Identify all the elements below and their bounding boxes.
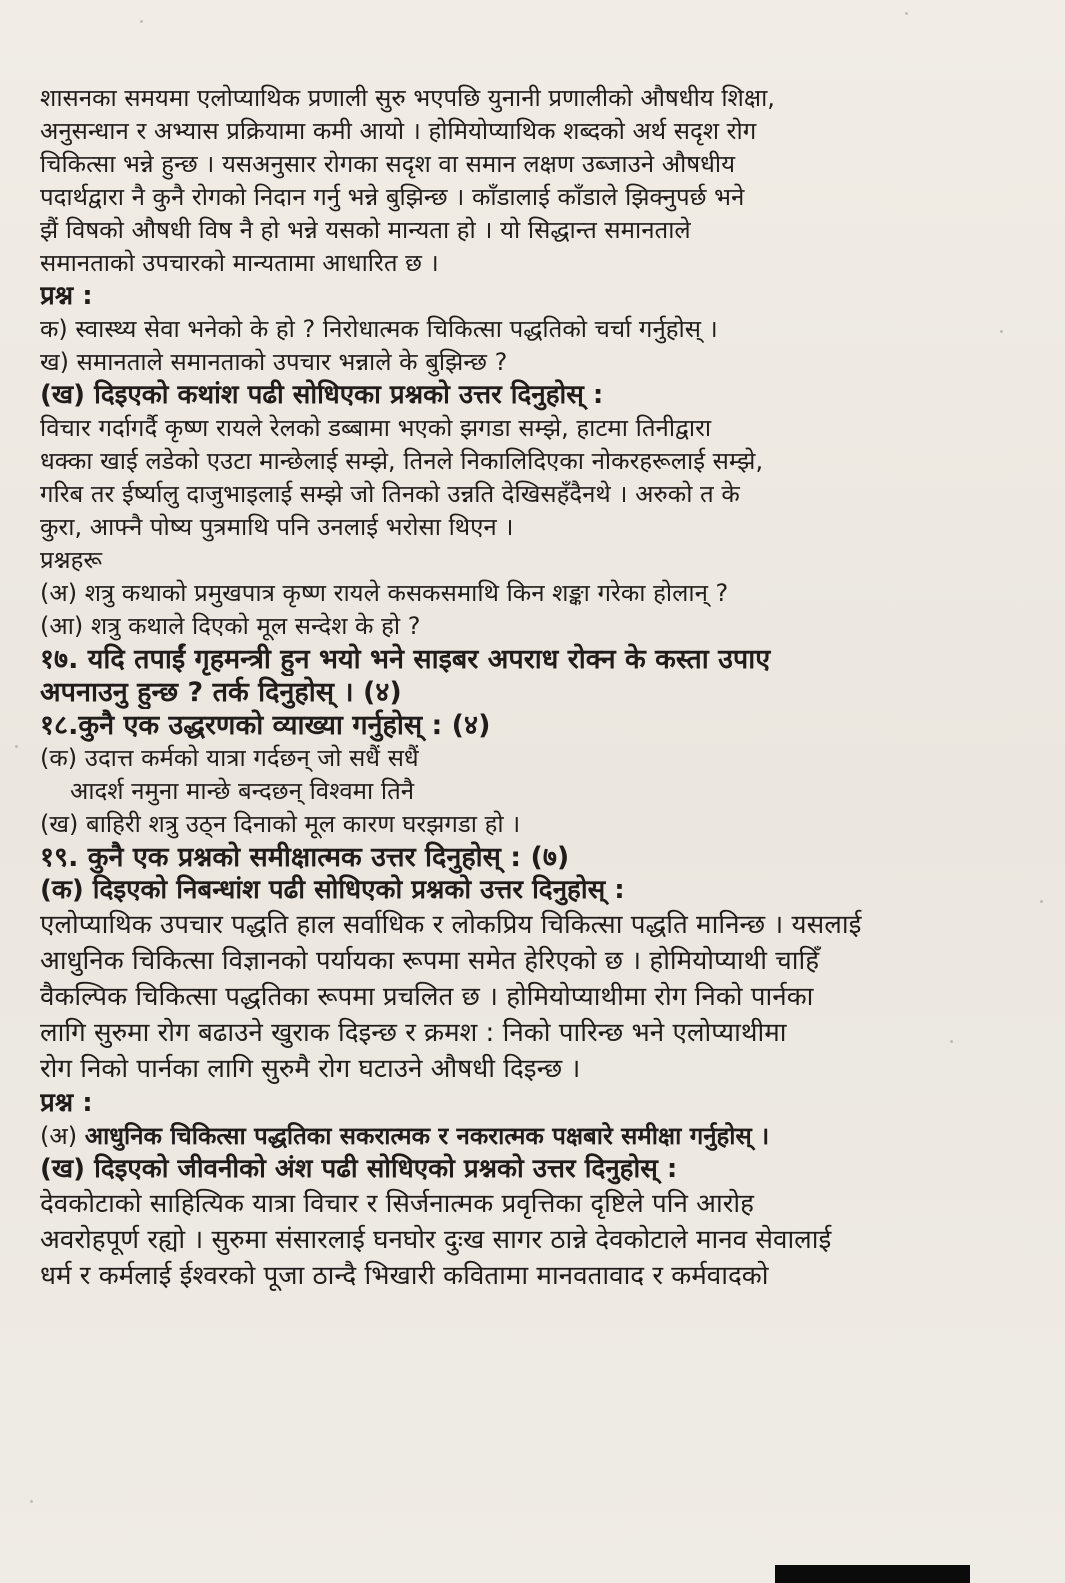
question-19-heading: १९. कुनै एक प्रश्नको समीक्षात्मक उत्तर दिनुहोस् : (७) [40,842,570,873]
passage-line: आधुनिक चिकित्सा विज्ञानको पर्यायका रूपमा समेत हेरिएको छ । होमियोप्याथी चाहिँ [40,946,820,976]
questions-label: प्रश्न : [40,281,93,311]
scan-speck [30,1500,33,1503]
scan-speck [15,745,18,748]
section-heading: (ख) दिइएको कथांश पढी सोधिएका प्रश्नको उत्तर दिनुहोस् : [40,380,604,410]
questions-label: प्रश्नहरू [40,546,103,574]
passage-line: विचार गर्दागर्दै कृष्ण रायले रेलको डब्बामा भएको झगडा सम्झे, हाटमा तिनीद्वारा [40,414,712,442]
scan-speck [140,20,143,23]
question-item: (आ) शत्रु कथाले दिएको मूल सन्देश के हो ? [40,612,421,640]
passage-line: शासनका समयमा एलोप्याथिक प्रणाली सुरु भएपछि युनानी प्रणालीको औषधीय शिक्षा, [40,84,775,112]
passage-line: देवकोटाको साहित्यिक यात्रा विचार र सिर्जनात्मक प्रवृत्तिका दृष्टिले पनि आरोह [40,1189,754,1219]
passage-line: रोग निको पार्नका लागि सुरुमै रोग घटाउने औषधी दिइन्छ । [40,1054,581,1084]
question-item: ख) समानताले समानताको उपचार भन्नाले के बुझिन्छ ? [40,348,508,376]
quote-item: (ख) बाहिरी शत्रु उठ्न दिनाको मूल कारण घरझगडा हो । [40,810,521,838]
question-item: (अ) शत्रु कथाको प्रमुखपात्र कृष्ण रायले कसकसमाथि किन शङ्का गरेका होलान् ? [40,579,729,607]
passage-line: एलोप्याथिक उपचार पद्धति हाल सर्वाधिक र लोकप्रिय चिकित्सा पद्धति मानिन्छ । यसलाई [40,910,862,940]
scan-speck [905,12,908,15]
scan-black-bar [775,1565,970,1583]
passage-line: पदार्थद्वारा नै कुनै रोगको निदान गर्नु भन्ने बुझिन्छ । काँडालाई काँडाले झिक्नुपर्छ भने [40,183,745,211]
passage-line: गरिब तर ईर्ष्यालु दाजुभाइलाई सम्झे जो तिनको उन्नति देखिसहँदैनथे । अरुको त के [40,480,740,508]
passage-line: कुरा, आफ्नै पोष्य पुत्रमाथि पनि उनलाई भरोसा थिएन । [40,513,514,541]
question-item [40,1120,1000,1153]
section-heading: (क) दिइएको निबन्धांश पढी सोधिएको प्रश्नको उत्तर दिनुहोस् : [40,875,625,905]
passage-line: चिकित्सा भन्ने हुन्छ । यसअनुसार रोगका सदृश वा समान लक्षण उब्जाउने औषधीय [40,150,736,178]
passage-line: समानताको उपचारको मान्यतामा आधारित छ । [40,249,439,277]
quote-item: (क) उदात्त कर्मको यात्रा गर्दछन् जो सधैं सधैं [40,744,419,772]
page-content [40,82,1000,1294]
passage-line: अनुसन्धान र अभ्यास प्रक्रियामा कमी आयो । होमियोप्याथिक शब्दको अर्थ सदृश रोग [40,117,757,145]
passage-line: धक्का खाई लडेको एउटा मान्छेलाई सम्झे, तिनले निकालिदिएका नोकरहरूलाई सम्झे, [40,447,764,475]
questions-label: प्रश्न : [40,1088,93,1118]
section-heading: (ख) दिइएको जीवनीको अंश पढी सोधिएको प्रश्नको उत्तर दिनुहोस् : [40,1154,678,1184]
question-text: आधुनिक चिकित्सा पद्धतिका सकरात्मक र नकरात्मक पक्षबारे समीक्षा गर्नुहोस् । [84,1122,770,1150]
passage-line: धर्म र कर्मलाई ईश्वरको पूजा ठान्दै भिखारी कवितामा मानवतावाद र कर्मवादको [40,1261,769,1291]
passage-line: लागि सुरुमा रोग बढाउने खुराक दिइन्छ र क्रमश : निको पारिन्छ भने एलोप्याथीमा [40,1018,787,1048]
scan-speck [1040,900,1043,903]
scan-speck [1000,330,1003,333]
passage-line: अवरोहपूर्ण रह्यो । सुरुमा संसारलाई घनघोर दुःख सागर ठान्ने देवकोटाले मानव सेवालाई [40,1225,832,1255]
question-17: अपनाउनु हुन्छ ? तर्क दिनुहोस् । (४) [40,677,402,708]
quote-item: आदर्श नमुना मान्छे बन्दछन् विश्वमा तिनै [70,777,415,805]
passage-line: वैकल्पिक चिकित्सा पद्धतिका रूपमा प्रचलित छ । होमियोप्याथीमा रोग निको पार्नका [40,982,814,1012]
passage-line: झैं विषको औषधी विष नै हो भन्ने यसको मान्यता हो । यो सिद्धान्त समानताले [40,216,691,244]
question-item: क) स्वास्थ्य सेवा भनेको के हो ? निरोधात्मक चिकित्सा पद्धतिको चर्चा गर्नुहोस् । [40,315,718,343]
question-17: १७. यदि तपाईं गृहमन्त्री हुन भयो भने साइबर अपराध रोक्न के कस्ता उपाए [40,644,771,675]
question-prefix: (अ) [40,1122,78,1150]
question-18-heading: १८.कुनै एक उद्धरणको व्याख्या गर्नुहोस् : (४) [40,710,491,741]
